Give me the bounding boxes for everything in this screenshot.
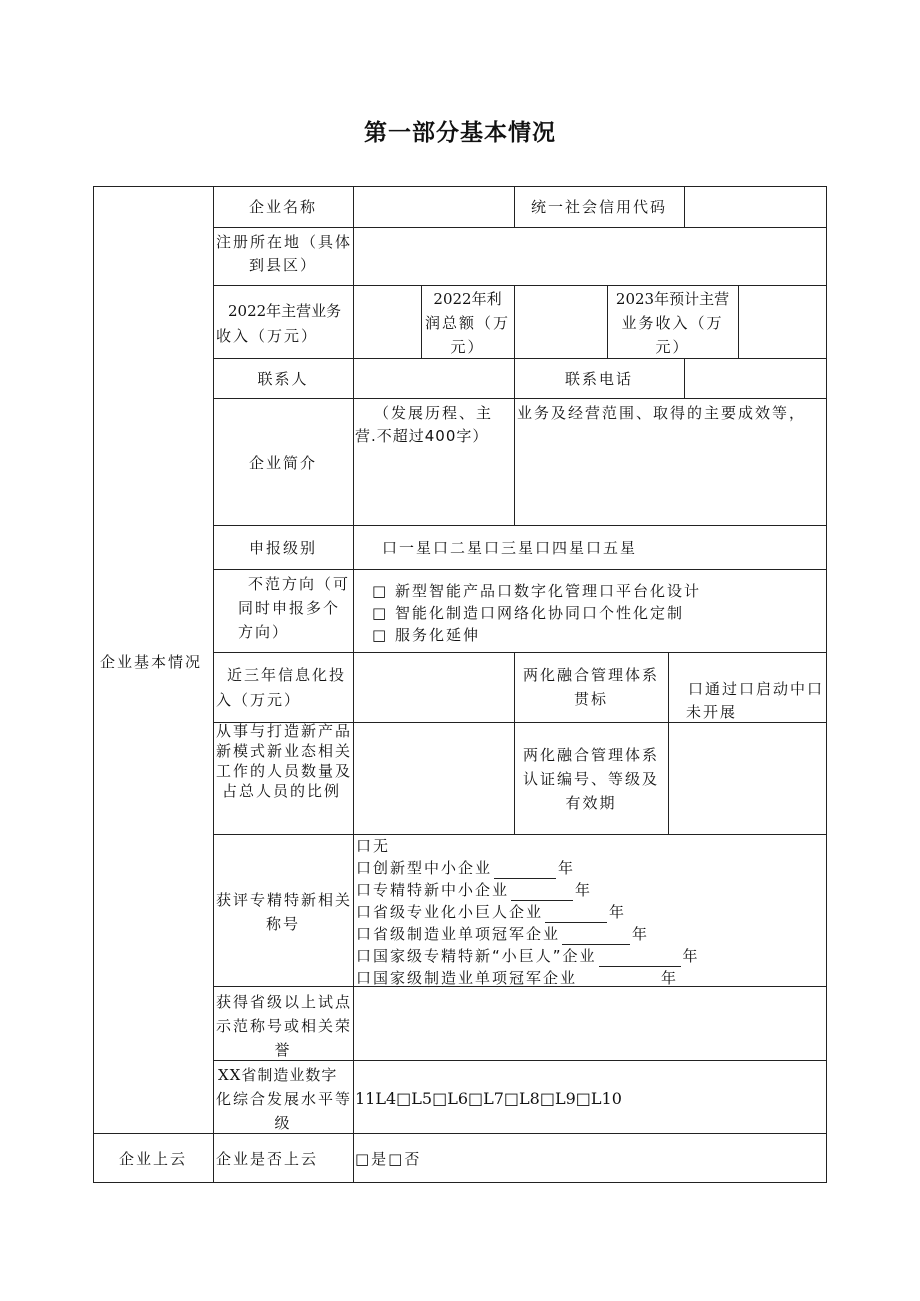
honor-label-line1: 获得省级以上试点 [216,993,353,1011]
title-option-4-text: 口省级制造业单项冠军企业 [356,925,561,943]
grid-line [684,358,685,398]
year-suffix: 年 [661,969,679,987]
profit2022-label-line1: 2022年利 [433,290,502,308]
grid-line [213,227,827,228]
year-blank[interactable] [511,884,573,901]
profit2022-label-line3: 元） [450,338,485,356]
level-label: 申报级别 [248,539,317,557]
cloud-label: 企业是否上云 [216,1150,319,1168]
title-option-1-text: 口创新型中小企业 [356,859,493,877]
grid-line [514,285,515,358]
rev2022-label-line1: 2022年主营业务 [228,302,342,320]
staff-label-line2: 新模式新业态相关 [216,742,353,760]
year-suffix: 年 [632,925,650,943]
grid-line [213,525,827,526]
rev2023-label-line3: 元） [655,338,690,356]
cert-label-line1: 两化融合管理体系 [522,746,659,764]
rev2022-label-line2: 收入（万元） [216,327,319,345]
grid-line [213,285,827,286]
profit2022-label-line2: 润总额（万 [424,314,510,332]
title-option-1[interactable] [356,857,575,879]
year-blank[interactable] [562,928,630,945]
reg-addr-label-line2: 到县区） [248,256,317,274]
page-title: 第一部分基本情况 [364,120,556,146]
honor-label-line3: 誉 [274,1041,292,1059]
dev-level-label-line3: 级 [274,1114,292,1132]
staff-label-line1: 从事与打造新产品 [216,722,353,740]
cert-label-line3: 有效期 [565,794,617,812]
dev-level-label-line2: 化综合发展水平等 [216,1090,353,1108]
level-options[interactable]: 口一星口二星口三星口四星口五星 [382,539,638,557]
direction-label-line1: 不范方向（可 [248,575,351,593]
grid-line [826,186,827,1183]
title-option-5-text: 口国家级专精特新“小巨人”企业 [356,947,597,965]
grid-line [353,186,354,1183]
year-blank[interactable] [599,950,681,967]
year-blank[interactable] [494,862,556,879]
title-option-3-text: 口省级专业化小巨人企业 [356,903,544,921]
titles-label-line2: 称号 [265,915,300,933]
grid-line [213,569,827,570]
section-cloud-label: 企业上云 [118,1150,187,1168]
grid-line [213,652,827,653]
title-option-2-text: 口专精特新中小企业 [356,881,510,899]
title-option-none[interactable]: 口无 [356,837,391,855]
grid-line [668,652,669,834]
honor-label-line2: 示范称号或相关荣 [216,1017,353,1035]
direction-option-line2[interactable]: □ 智能化制造口网络化协同口个性化定制 [372,604,684,622]
intro-hint-line3: 业务及经营范围、取得的主要成效等， [517,404,807,422]
dev-level-label-line1: XX省制造业数字 [218,1066,338,1084]
title-option-6[interactable] [356,967,678,989]
staff-label-line3: 工作的人员数量及 [216,762,353,780]
title-option-2[interactable] [356,879,592,901]
dev-level-options[interactable]: 11L4□L5□L6□L7□L8□L9□L10 [355,1089,622,1108]
cert-label-line2: 认证编号、等级及 [522,770,659,788]
grid-line [213,834,827,835]
grid-line [93,1182,827,1183]
direction-label-line2: 同时申报多个 [238,599,341,617]
year-suffix: 年 [575,881,593,899]
integration-option-line1[interactable]: 口通过口启动中口 [688,680,825,698]
rev2023-label-line2: 业务收入（万 [621,314,724,332]
section-basic-label: 企业基本情况 [100,653,203,671]
contact-label: 联系人 [257,370,309,388]
rev2023-label-line1: 2023年预计主营 [615,290,730,308]
grid-line [213,186,214,1183]
cloud-options[interactable]: □是□否 [355,1150,422,1168]
direction-label-line3: 方向） [238,623,290,641]
grid-line [684,186,685,227]
year-blank[interactable] [545,906,607,923]
title-option-5[interactable] [356,945,700,967]
year-suffix: 年 [558,859,576,877]
credit-code-label: 统一社会信用代码 [530,198,667,216]
staff-label-line4: 占总人员的比例 [222,782,342,800]
it-invest-label-line2: 入（万元） [216,691,302,709]
grid-line [93,1133,827,1134]
title-option-3[interactable] [356,901,626,923]
grid-line [213,398,827,399]
direction-option-line3[interactable]: □ 服务化延伸 [372,626,480,644]
intro-hint-line1: （发展历程、主 [373,404,493,422]
reg-addr-label-line1: 注册所在地（具体 [216,233,353,251]
integration-option-line2[interactable]: 未开展 [686,703,738,721]
grid-line [93,186,94,1183]
intro-hint-line2: 营.不超过400字） [355,427,489,445]
titles-label-line1: 获评专精特新相关 [216,891,353,909]
grid-line [93,186,827,187]
it-invest-label-line1: 近三年信息化投 [227,666,347,684]
year-suffix: 年 [682,947,700,965]
integration-label-line2: 贯标 [573,690,608,708]
grid-line [738,285,739,358]
intro-label: 企业简介 [248,454,317,472]
year-blank[interactable] [579,973,659,989]
company-name-label: 企业名称 [248,198,317,216]
direction-option-line1[interactable]: □ 新型智能产品口数字化管理口平台化设计 [372,582,701,600]
year-suffix: 年 [609,903,627,921]
integration-label-line1: 两化融合管理体系 [522,666,659,684]
phone-label: 联系电话 [564,370,633,388]
title-option-6-text: 口国家级制造业单项冠军企业 [356,969,578,987]
grid-line [514,398,515,525]
title-option-4[interactable] [356,923,649,945]
